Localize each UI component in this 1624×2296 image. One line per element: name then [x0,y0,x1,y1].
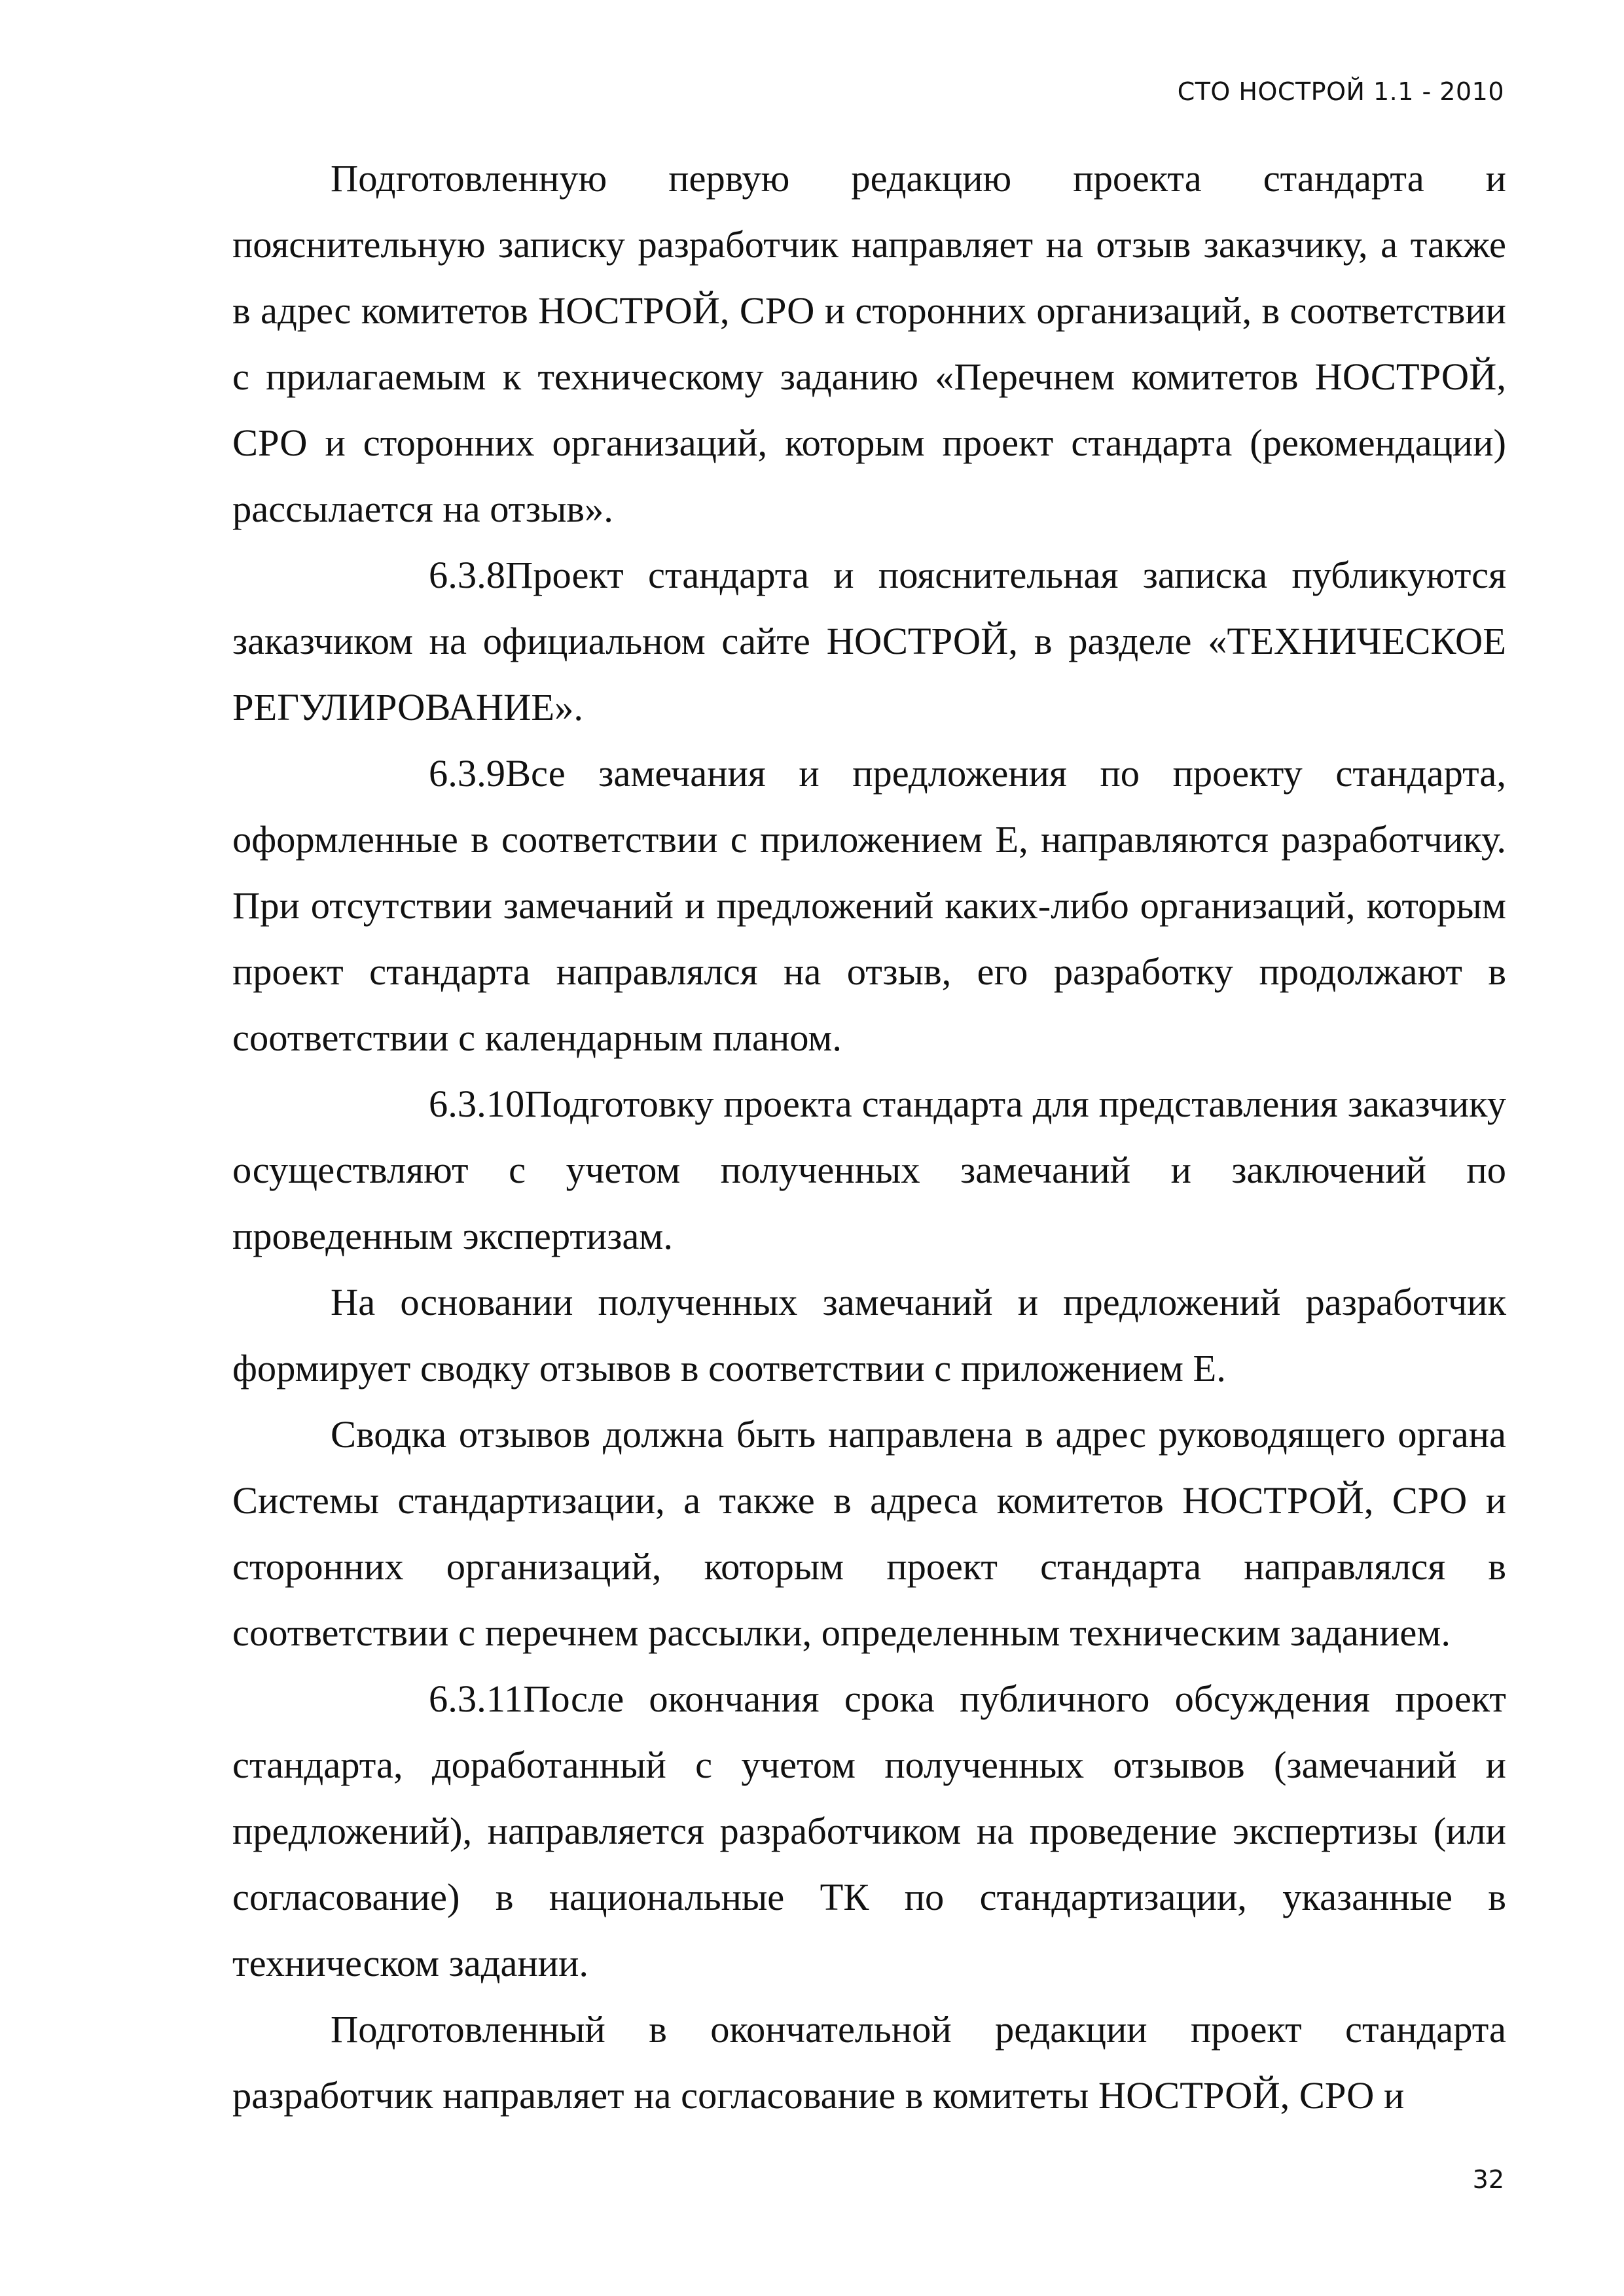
paragraph-text: На основании полученных замечаний и предложений разработчик формирует сводку отзывов в соответствии с приложением Е. [232,1281,1506,1390]
clause-number: 6.3.9 [429,752,505,795]
page-number: 32 [1472,2165,1504,2194]
clause-6-3-10 [232,1071,1506,1269]
clause-number: 6.3.10 [429,1083,525,1125]
paragraph-summary-distribution [232,1401,1506,1666]
body-text [232,145,1506,2128]
paragraph-text: Все замечания и предложения по проекту стандарта, оформленные в соответствии с приложением Е, направляются разработчику. При отсутствии замечаний и предложений каких-либо организаций, которым проект стандарта направлялся на отзыв, его разработку продолжают в соответствии с календарным планом. [232,752,1506,1059]
paragraph-text: Сводка отзывов должна быть направлена в адрес руководящего органа Системы стандартизации, а также в адреса комитетов НОСТРОЙ, СРО и сторонних организаций, которым проект стандарта направлялся в соответствии с перечнем рассылки, определенным техническим заданием. [232,1413,1506,1654]
paragraph-intro [232,145,1506,542]
paragraph-text: Подготовку проекта стандарта для представления заказчику осуществляют с учетом полученных замечаний и заключений по проведенным экспертизам. [232,1083,1506,1257]
running-header: СТО НОСТРОЙ 1.1 - 2010 [1177,77,1504,106]
clause-number: 6.3.8 [429,554,505,596]
paragraph-text: Проект стандарта и пояснительная записка публикуются заказчиком на официальном сайте НОСТРОЙ, в разделе «ТЕХНИЧЕСКОЕ РЕГУЛИРОВАНИЕ». [232,554,1506,728]
paragraph-text: Подготовленный в окончательной редакции проект стандарта разработчик направляет на согласование в комитеты НОСТРОЙ, СРО и [232,2008,1506,2117]
clause-6-3-11 [232,1666,1506,1996]
paragraph-text: После окончания срока публичного обсуждения проект стандарта, доработанный с учетом полученных отзывов (замечаний и предложений), направляется разработчиком на проведение экспертизы (или согласование) в национальные ТК по стандартизации, указанные в техническом задании. [232,1677,1506,1984]
paragraph-text: Подготовленную первую редакцию проекта стандарта и пояснительную записку разработчик направляет на отзыв заказчику, а также в адрес комитетов НОСТРОЙ, СРО и сторонних организаций, в соответствии с прилагаемым к техническому заданию «Перечнем комитетов НОСТРОЙ, СРО и сторонних организаций, которым проект стандарта (рекомендации) рассылается на отзыв». [232,157,1506,530]
clause-number: 6.3.11 [429,1677,524,1720]
clause-6-3-8 [232,542,1506,740]
paragraph-summary-basis [232,1269,1506,1401]
paragraph-final-edition [232,1996,1506,2128]
clause-6-3-9 [232,740,1506,1071]
